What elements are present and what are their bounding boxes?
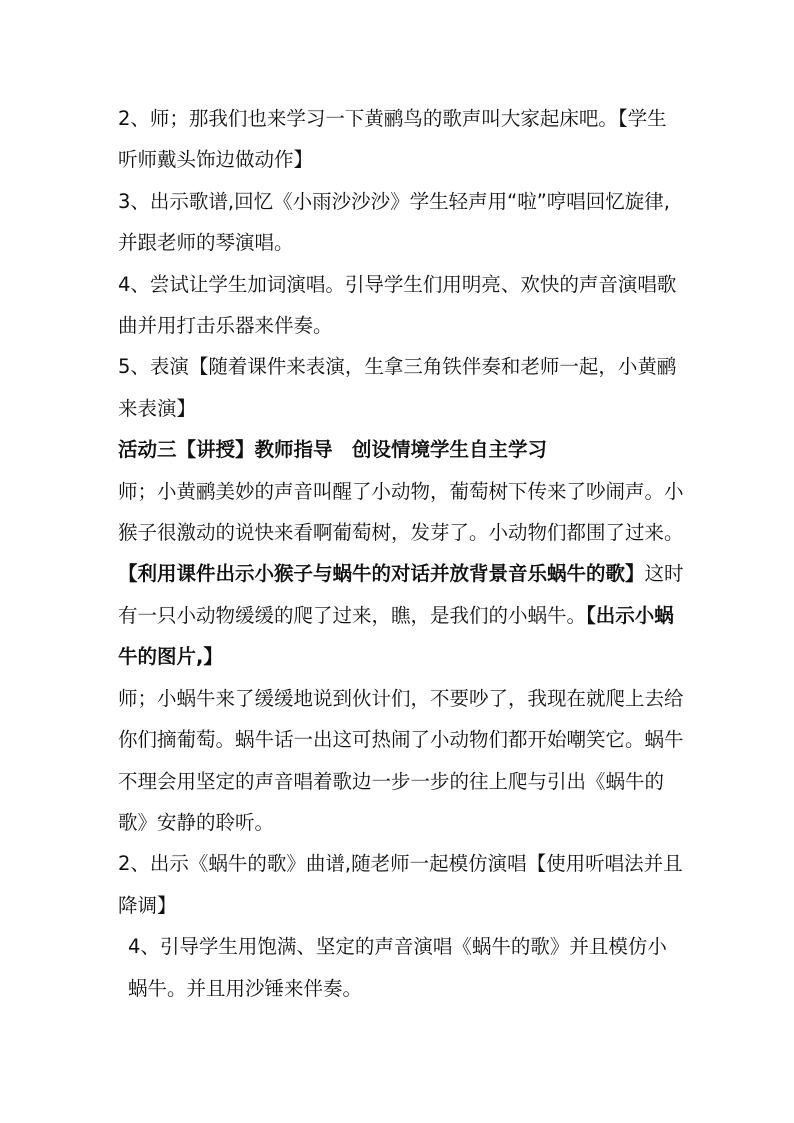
- paragraph-text: 5、表演【随着课件来表演，生拿三角铁伴奏和老师一起，小黄鹂来表演】: [118, 355, 677, 420]
- paragraph-snail-speaks: [118, 678, 684, 844]
- paragraph-step-3-show-score: [118, 181, 684, 264]
- paragraph-text: 2、出示《蜗牛的歌》曲谱,随老师一起模仿演唱【使用听唱法并且降调】: [118, 852, 683, 917]
- paragraph-teacher-story: [118, 471, 684, 554]
- paragraph-courseware-snail: [118, 553, 684, 677]
- paragraph-text: 4、引导学生用饱满、坚定的声音演唱《蜗牛的歌》并且模仿小蜗牛。并且用沙锤来伴奏。: [128, 935, 667, 1000]
- paragraph-step-2-snail-score: [118, 843, 684, 926]
- paragraph-text: 2、师；那我们也来学习一下黄鹂鸟的歌声叫大家起床吧。【学生听师戴头饰边做动作】: [118, 107, 667, 172]
- bold-instruction: 【出示小蜗牛的图片,】: [118, 603, 674, 669]
- paragraph-step-2-wake-up: [118, 98, 684, 181]
- paragraph-text: 师；小蜗牛来了缓缓地说到伙计们，不要吵了，我现在就爬上去给你们摘葡萄。蜗牛话一出这可热闹了小动物们都开始嘲笑它。蜗牛不理会用坚定的声音唱着歌边一步一步的往上爬与引出《蜗牛的歌》安静的聆听。: [118, 686, 684, 834]
- section-heading-text: 活动三【讲授】教师指导 创设情境学生自主学习: [118, 438, 548, 462]
- section-heading-activity-3: [118, 429, 684, 470]
- paragraph-text: 3、出示歌谱,回忆《小雨沙沙沙》学生轻声用“啦”哼唱回忆旋律,并跟老师的琴演唱。: [118, 189, 671, 255]
- document-body: [118, 98, 684, 1009]
- paragraph-text: 师；小黄鹂美妙的声音叫醒了小动物，葡萄树下传来了吵闹声。小猴子很激动的说快来看啊葡萄树，发芽了。小动物们都围了过来。: [118, 479, 684, 545]
- paragraph-text: 这时有一只小动物缓缓的爬了过来，瞧，是我们的小蜗牛。: [118, 562, 684, 627]
- paragraph-step-4-snail-sing: [118, 926, 684, 1009]
- paragraph-text: 4、尝试让学生加词演唱。引导学生们用明亮、欢快的声音演唱歌曲并用打击乐器来伴奏。: [118, 272, 677, 338]
- bold-instruction: 【利用课件出示小猴子与蜗牛的对话并放背景音乐蜗牛的歌】: [118, 562, 645, 586]
- paragraph-step-4-sing-lyrics: [118, 264, 684, 347]
- paragraph-step-5-perform: [118, 346, 684, 429]
